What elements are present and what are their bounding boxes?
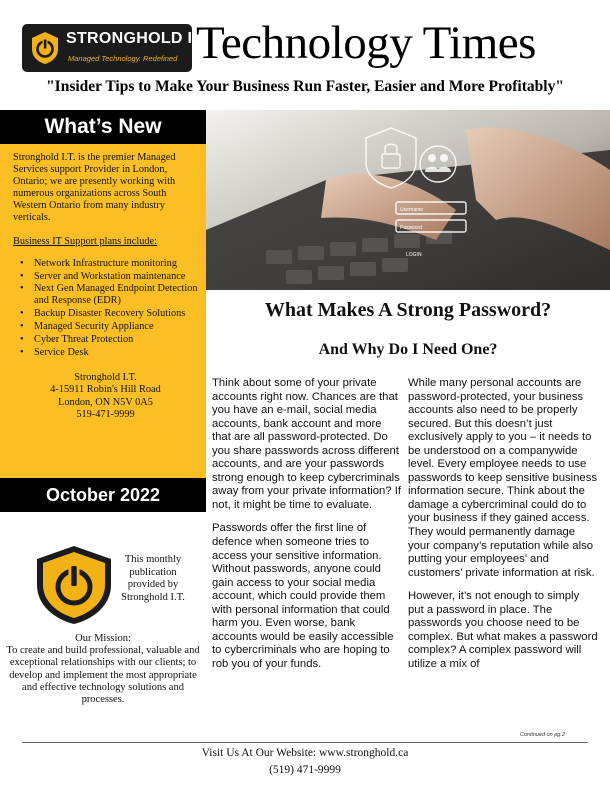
plan-item: • Server and Workstation maintenance [20, 271, 198, 283]
mission-label: Our Mission: [75, 633, 131, 644]
newsletter-title: Technology Times [196, 17, 536, 69]
shield-icon [32, 543, 116, 627]
article-subtitle: And Why Do I Need One? [318, 341, 498, 358]
stronghold-logo [22, 24, 211, 72]
sidebar-intro: Stronghold I.T. is the premier Managed Services support Provider in London, Ontario; we are presently working with numerous organizations across South Western Ontario from many industry verticals. [13, 152, 176, 223]
footer-divider [22, 742, 588, 743]
plans-list [20, 258, 198, 360]
sidebar-panel [0, 144, 206, 478]
footer-phone: (519) 471-9999 [269, 764, 341, 776]
hero-username-label: Username [400, 207, 424, 213]
newsletter-tagline: "Insider Tips to Make Your Business Run Faster, Easier and More Profitably" [46, 78, 564, 95]
address-line: London, ON N5V 0A5 [58, 396, 153, 408]
article-paragraph: Passwords offer the first line of defence when someone tries to access your sensitive information. Without passwords, anyone could gain access to your social media account, which could provide them with personal information that could harm you. Even worse, bank accounts would be easily accessible to cybercriminals who are hoping to rob you of your funds. [212, 522, 394, 670]
article-paragraph: Think about some of your private accounts right now. Chances are that you have an e-mail, social media accounts, bank account and more that are all password-protected. Do you share passwords across different accounts, and are your passwords strong enough to keep cybercriminals away from your private information? If not, it might be time to evaluate. [212, 377, 401, 511]
mission-block [0, 633, 206, 706]
address-line: 4-15911 Robin's Hill Road [50, 384, 161, 396]
article-title: What Makes A Strong Password? [264, 299, 552, 321]
issue-month: October 2022 [0, 478, 206, 512]
logo-tagline: Managed Technology. Redefined [68, 54, 178, 63]
address-line: Stronghold I.T. [74, 372, 137, 384]
power-icon [30, 31, 60, 65]
article-column-1 [212, 377, 402, 681]
plan-item: • Managed Security Appliance [20, 321, 198, 333]
logo-name: STRONGHOLD I.T. [66, 30, 211, 47]
plan-item: • Backup Disaster Recovery Solutions [20, 308, 198, 320]
company-address [13, 372, 198, 421]
publication-note: This monthly publication provided by Stronghold I.T. [121, 554, 185, 603]
plan-item: • Next Gen Managed Endpoint Detection and Response (EDR) [20, 283, 198, 307]
whats-new-heading: What’s New [0, 110, 206, 144]
plan-item: • Service Desk [20, 347, 198, 359]
address-phone: 519-471-9999 [76, 409, 135, 421]
footer-website[interactable]: Visit Us At Our Website: www.stronghold.ca [201, 747, 409, 759]
continued-note: Continued on pg.2 [520, 732, 565, 738]
article-paragraph: While many personal accounts are password-protected, your business accounts also need to be properly secured. But this doesn’t just exclusively apply to you – it needs to be understood on a companywide level. Every employee needs to use passwords to keep sensitive business information secure. Think about the damage a cybercriminal could do to your business if they gained access. They would permanently damage your company’s reputation while also putting your employees’ and customers’ private information at risk. [408, 377, 598, 579]
article-column-2 [408, 377, 598, 681]
hero-password-label: Password [400, 225, 422, 231]
plans-heading: Business IT Support plans include: [13, 235, 157, 247]
plan-item: • Cyber Threat Protection [20, 334, 198, 346]
hero-login-label: LOGIN [406, 252, 422, 258]
hero-image [206, 110, 610, 290]
article-paragraph: However, it’s not enough to simply put a password in place. The passwords you choose need to be complex. But what makes a password complex? A complex password will utilize a mix of [408, 590, 598, 670]
plan-item: • Network Infrastructure monitoring [20, 258, 198, 270]
mission-text: To create and build professional, valuable and exceptional relationships with our clients; to develop and implement the most appropriate and effective technology solutions and processes. [6, 645, 200, 705]
